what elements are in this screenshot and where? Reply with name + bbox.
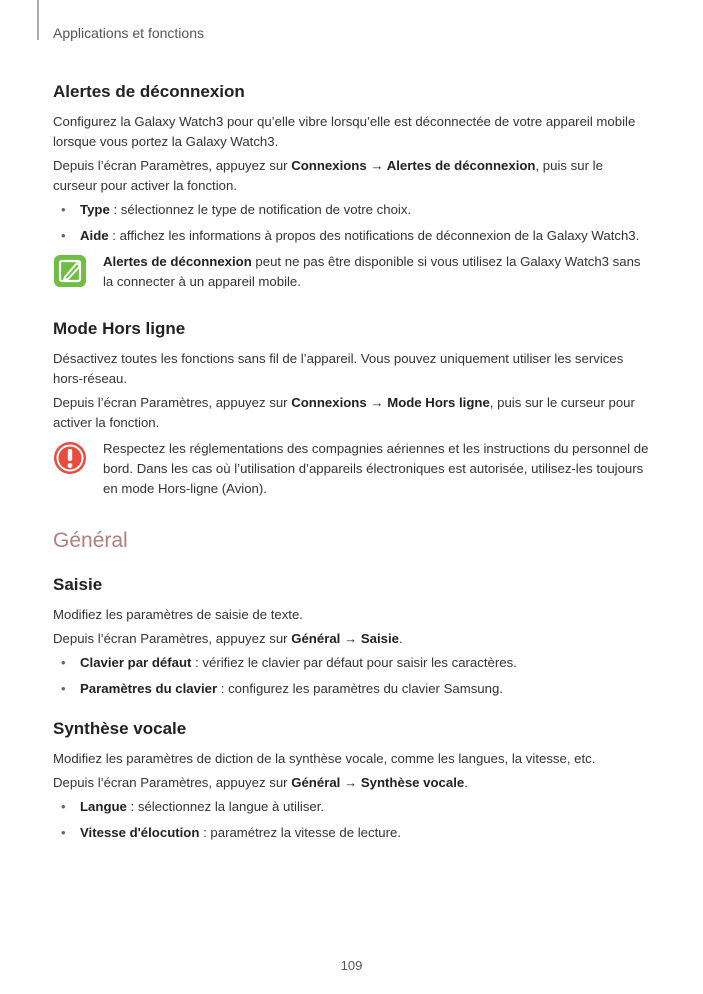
section-title-offline-mode: Mode Hors ligne	[53, 319, 186, 338]
caution-icon	[53, 441, 87, 475]
paragraph: Configurez la Galaxy Watch3 pour qu’elle vibre lorsqu’elle est déconnectée de votre appareil mobile lorsque vous portez la Galaxy Watch3.	[53, 114, 636, 149]
list-item: • Type : sélectionnez le type de notification de votre choix.	[61, 202, 412, 217]
paragraph: Modifiez les paramètres de saisie de texte.	[53, 607, 303, 622]
chapter-title-general: Général	[53, 529, 128, 552]
note-box	[53, 252, 650, 293]
paragraph-path: Depuis l’écran Paramètres, appuyez sur Général → Saisie.	[53, 631, 403, 646]
bullet-list	[53, 797, 650, 843]
page-content	[53, 82, 650, 849]
page-number: 109	[340, 958, 363, 973]
section-title-input: Saisie	[53, 575, 103, 594]
note-text: Alertes de déconnexion peut ne pas être disponible si vous utilisez la Galaxy Watch3 sans la connecter à un appareil mobile.	[103, 254, 641, 289]
list-item: • Paramètres du clavier : configurez les paramètres du clavier Samsung.	[61, 681, 503, 696]
list-item: • Aide : affichez les informations à propos des notifications de déconnexion de la Galaxy Watch3.	[61, 228, 640, 243]
running-header: Applications et fonctions	[53, 25, 204, 41]
paragraph-path: Depuis l’écran Paramètres, appuyez sur Connexions → Mode Hors ligne, puis sur le curseur pour activer la fonction.	[53, 395, 635, 430]
header-rule	[37, 0, 39, 40]
paragraph: Modifiez les paramètres de diction de la synthèse vocale, comme les langues, la vitesse, etc.	[53, 751, 596, 766]
section-title-tts: Synthèse vocale	[53, 719, 187, 738]
bullet-list	[53, 200, 650, 246]
section-title-disconnect-alerts: Alertes de déconnexion	[53, 82, 245, 101]
paragraph-path: Depuis l’écran Paramètres, appuyez sur Général → Synthèse vocale.	[53, 775, 468, 790]
list-item: • Langue : sélectionnez la langue à utiliser.	[61, 799, 325, 814]
paragraph-path: Depuis l’écran Paramètres, appuyez sur Connexions → Alertes de déconnexion, puis sur le curseur pour activer la fonction.	[53, 158, 603, 193]
paragraph: Désactivez toutes les fonctions sans fil de l’appareil. Vous pouvez uniquement utiliser les services hors-réseau.	[53, 351, 624, 386]
bullet-list	[53, 653, 650, 699]
caution-text: Respectez les réglementations des compagnies aériennes et les instructions du personnel de bord. Dans les cas où l’utilisation d’appareils électroniques est autorisée, utilisez-les toujours en mode Hors-ligne (Avion).	[103, 441, 649, 496]
caution-box	[53, 439, 650, 499]
list-item: • Vitesse d'élocution : paramétrez la vitesse de lecture.	[61, 825, 401, 840]
list-item: • Clavier par défaut : vérifiez le clavier par défaut pour saisir les caractères.	[61, 655, 517, 670]
note-icon	[53, 254, 87, 288]
